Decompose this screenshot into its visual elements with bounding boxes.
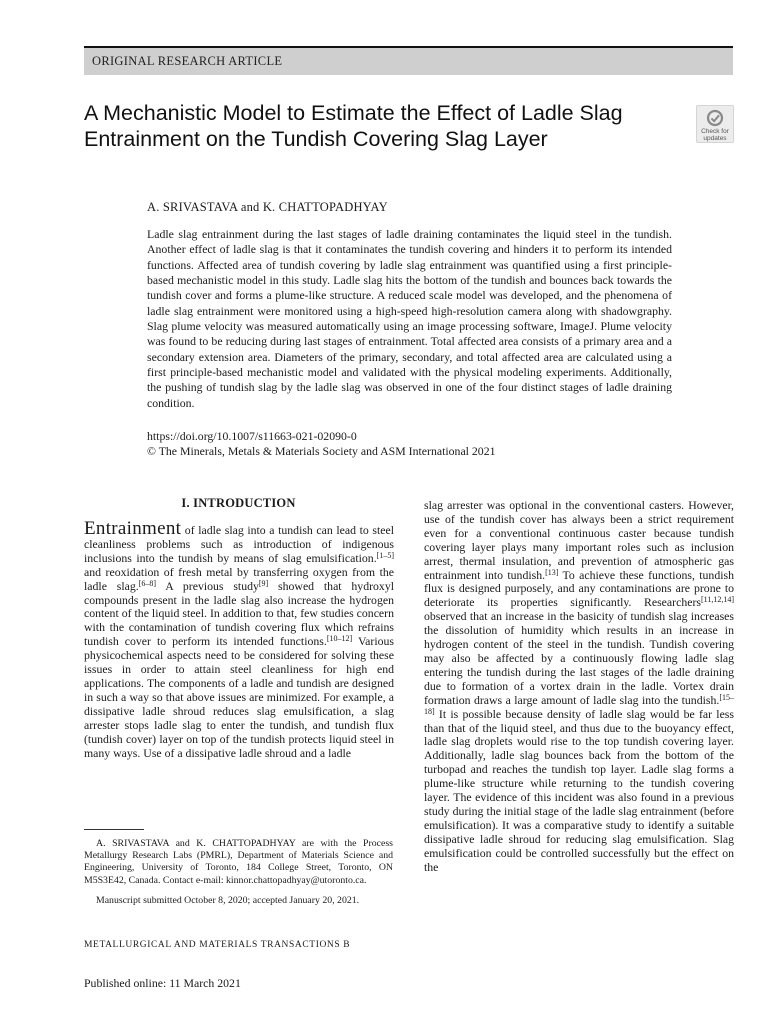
body-text: To achieve these functions, tundish flux is designed purposely, and any contaminations are prone to deteriorate its properties significantly. Researchers bbox=[424, 567, 734, 610]
article-type-label: ORIGINAL RESEARCH ARTICLE bbox=[92, 54, 283, 68]
citation[interactable]: [11,12,14] bbox=[700, 595, 734, 605]
body-text: A previous study bbox=[156, 578, 259, 593]
body-text: observed that an increase in the basicity of tundish slag increases the dissolution of humidity which results in an increase in hydrogen content of the steel in the tundish. Tundish covering may also be affected by a continuously flowing ladle slag entering the tundish during the last stages of the ladle draining due to formation of a vortex drain in the ladle. Vortex drain formation draws a large amount of ladle slag into the tundish. bbox=[424, 609, 734, 707]
body-text: of ladle slag into a tundish can lead to steel cleanliness problems such as introduction of indigenous inclusions into the tundish by means of slag emulsification. bbox=[84, 523, 394, 565]
citation[interactable]: [15–18] bbox=[424, 692, 734, 716]
citation[interactable]: [10–12] bbox=[326, 634, 353, 644]
check-for-updates-icon bbox=[706, 109, 724, 127]
citation[interactable]: [1–5] bbox=[376, 550, 394, 560]
article-type-banner bbox=[84, 46, 733, 75]
published-date: Published online: 11 March 2021 bbox=[84, 976, 241, 990]
body-text: and reoxidation of fresh metal by transferring oxygen from the ladle slag. bbox=[84, 564, 394, 593]
citation[interactable]: [9] bbox=[258, 578, 269, 588]
author-affiliation-footnote: A. SRIVASTAVA and K. CHATTOPADHYAY are with the Process Metallurgy Research Labs (PMRL), Department of Materials Science and Engineering, University of Toronto, 184 College Street, Toronto, ON M5S3E42, Canada. Contact e-mail: kinnor.chattopadhyay@utoronto.ca. bbox=[84, 838, 393, 886]
dropcap-word: Entrainment bbox=[84, 518, 182, 539]
journal-name: METALLURGICAL AND MATERIALS TRANSACTIONS B bbox=[84, 940, 351, 950]
manuscript-dates: Manuscript submitted October 8, 2020; accepted January 20, 2021. bbox=[96, 895, 360, 906]
intro-left-column bbox=[84, 518, 394, 760]
abstract: Ladle slag entrainment during the last stages of ladle draining contaminates the liquid steel in the tundish. Another effect of ladle slag is that it contaminates the tundish covering and hinders it to perform its intended functions. Affected area of tundish covering by ladle slag entrainment was quantified using a first principle-based mechanistic model in this study. Ladle slag hits the bottom of the tundish and bounces back towards the tundish cover and forms a plume-like structure. A reduced scale model was developed, and the phenomena of ladle slag entrainment were monitored using a high-speed high-resolution camera along with shadowgraphy. Slag plume velocity was measured automatically using an image processing software, ImageJ. Plume velocity was found to be reducing during last stages of entrainment. Total affected area consists of a primary area and a secondary extension area. Diameters of the primary, secondary, and total affected area are calculated using a first principle-based mechanistic model and validated with the physical modeling experiments. Additionally, the pushing of tundish slag by the ladle slag was observed in one of the four distinct stages of ladle draining condition. bbox=[147, 227, 672, 410]
section-heading: I. INTRODUCTION bbox=[181, 496, 296, 510]
body-text: Various physicochemical aspects need to be considered for solving these issues in order to attain steel cleanliness for high end applications. The components of a ladle and tundish are designed in such a way so that above issues are minimized. For example, a dissipative ladle shroud reduces slag emulsification, a slag arrester stops ladle slag to enter the tundish, and tundish flux (tundish cover) layer on top of the tundish protects liquid steel in many ways. Use of a dissipative ladle shroud and a ladle bbox=[84, 634, 394, 760]
check-for-updates-label: Check for updates bbox=[701, 128, 729, 142]
body-text: slag arrester was optional in the conventional casters. However, use of the tundish cover has always been a strict requirement even for a conventional continuous caster because tundish covering layer plays many important roles such as inclusion arrest, thermal insulation, and prevention of atmospheric gas entrainment into tundish. bbox=[424, 498, 734, 582]
body-text: showed that hydroxyl compounds present in the ladle slag also increase the hydrogen content of the liquid steel. In addition to that, few studies concern with the contamination of tundish covering flux which refrains tundish cover to perform its intended functions. bbox=[84, 578, 394, 649]
paper-title: A Mechanistic Model to Estimate the Effect of Ladle Slag Entrainment on the Tundish Covering Slag Layer bbox=[84, 101, 623, 151]
citation[interactable]: [13] bbox=[545, 567, 559, 577]
doi-link[interactable]: https://doi.org/10.1007/s11663-021-02090-0 bbox=[147, 429, 357, 443]
citation[interactable]: [6–8] bbox=[138, 578, 157, 588]
footnote-divider bbox=[84, 829, 144, 830]
copyright-notice: © The Minerals, Metals & Materials Society and ASM International 2021 bbox=[147, 444, 496, 458]
check-for-updates-badge[interactable] bbox=[696, 105, 734, 143]
author-list: A. SRIVASTAVA and K. CHATTOPADHYAY bbox=[147, 200, 388, 214]
intro-right-column bbox=[424, 499, 734, 874]
body-text: It is possible because density of ladle slag would be far less than that of the liquid steel, and thus due to the buoyancy effect, ladle slag droplets would rise to the top tundish covering layer. Additionally, ladle slag bounces back from the bottom of the turbopad and reaches the tundish top layer. Ladle slag forms a plume-like structure while returning to the tundish covering layer. The evidence of this incident was also found in a previous study during the initial stage of the ladle slag entrainment (before emulsification). It was a comparative study to identify a suitable dissipative ladle shroud for reducing slag emulsification. Slag emulsification could be controlled successfully but the effect on the bbox=[424, 706, 734, 874]
